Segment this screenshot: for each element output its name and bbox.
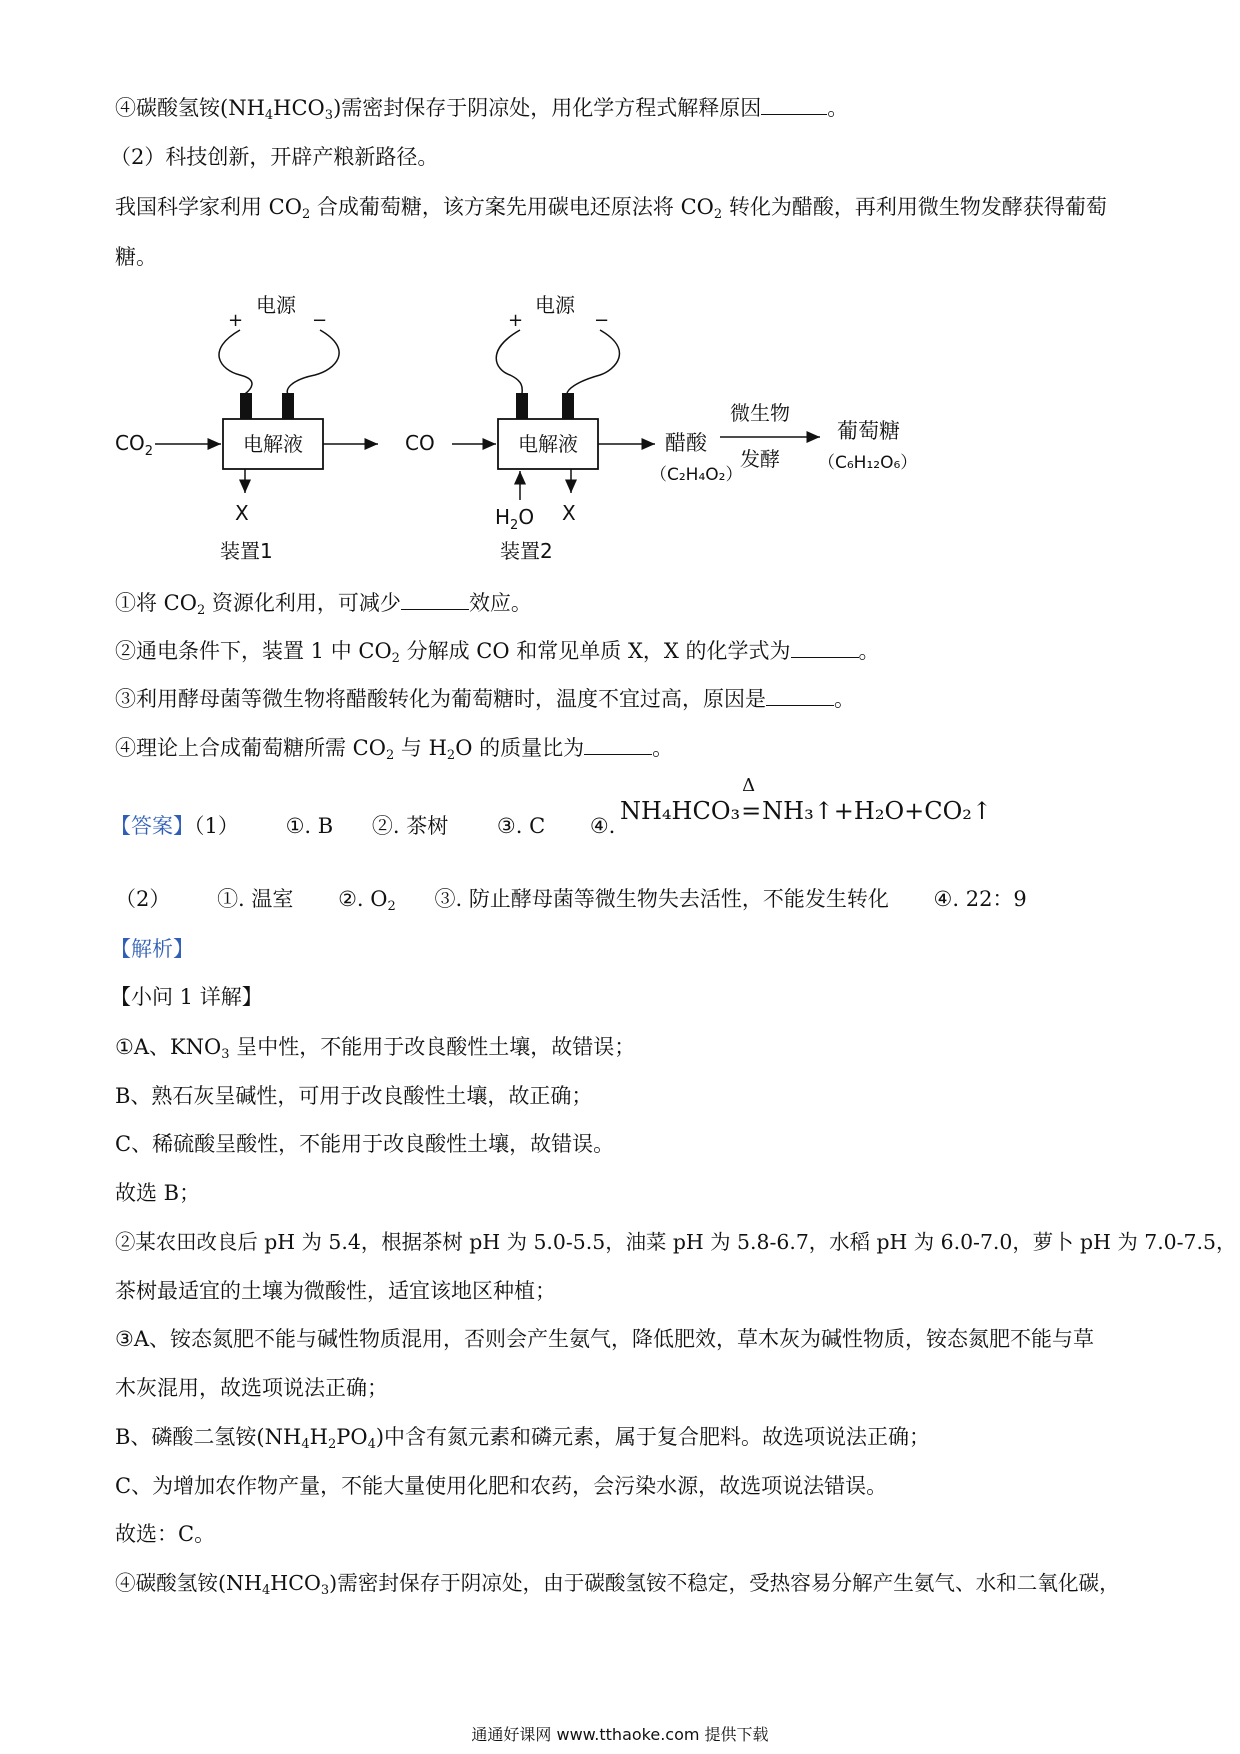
power-label-1: 电源 — [256, 293, 296, 317]
wire-minus-1 — [287, 330, 339, 394]
electrolyte-label-2: 电解液 — [518, 432, 578, 456]
fermentation-label: 发酵 — [740, 447, 780, 471]
analysis-line: C、稀硫酸呈酸性，不能用于改良酸性土壤，故错误。 — [115, 1132, 615, 1156]
question-2-intro: 我国科学家利用 $CO_2$ 合成葡萄糖，该方案先用碳电还原法将 $CO_2$ 转化为醋酸，再利用微生物发酵获得葡萄 — [115, 195, 1107, 222]
page-footer: 通通好课网 www.tthaoke.com 提供下载 — [471, 1725, 769, 1744]
analysis-line: B、磷酸二氢铵$(NH_4H_2PO_4)$中含有氮元素和磷元素，属于复合肥料。故选项说法正确； — [115, 1425, 931, 1452]
decomposition-equation: NH₄HCO₃ Δ =NH₃↑+H₂O+CO₂↑ — [620, 775, 993, 825]
electrode-2a — [516, 393, 528, 419]
question-2-item-4: ④理论上合成葡萄糖所需 $CO_2$ 与 $H_2O$ 的质量比为 。 — [115, 736, 674, 763]
analysis-line: ③A、铵态氮肥不能与碱性物质混用，否则会产生氨气，降低肥效，草木灰为碱性物质，铵态氮肥不能与草 — [115, 1327, 1094, 1351]
analysis-line: ①A、$KNO_3$ 呈中性，不能用于改良酸性土壤，故错误； — [115, 1035, 636, 1062]
analysis-line: B、熟石灰呈碱性，可用于改良酸性土壤，故正确； — [115, 1084, 593, 1108]
device-2-label: 装置2 — [500, 539, 553, 563]
wire-plus-2 — [496, 330, 522, 394]
answer-blank — [401, 589, 469, 610]
answer-blank — [791, 637, 859, 658]
question-2-item-3: ③利用酵母菌等微生物将醋酸转化为葡萄糖时，温度不宜过高，原因是 。 — [115, 687, 855, 711]
plus-sign-2: + — [508, 310, 524, 331]
co-label: CO — [405, 431, 435, 455]
analysis-line: C、为增加农作物产量，不能大量使用化肥和农药，会污染水源，故选项说法错误。 — [115, 1474, 888, 1498]
glucose-label: 葡萄糖 — [837, 419, 900, 443]
x-label-2: X — [562, 501, 576, 525]
x-label-1: X — [235, 501, 249, 525]
answer-line-1: 【答案】（1） ①. B ②. 茶树 ③. C ④. — [110, 814, 616, 838]
question-2-heading: （2）科技创新，开辟产粮新路径。 — [110, 145, 439, 169]
analysis-line: 木灰混用，故选项说法正确； — [115, 1376, 388, 1400]
answer-blank — [584, 734, 652, 755]
analysis-line: 茶树最适宜的土壤为微酸性，适宜该地区种植； — [115, 1279, 556, 1303]
question-2-item-1: ①将 $CO_2$ 资源化利用，可减少 效应。 — [115, 591, 532, 618]
acetic-acid-label: 醋酸 — [665, 431, 707, 455]
wire-minus-2 — [567, 330, 619, 394]
analysis-sub-heading: 【小问 1 详解】 — [110, 985, 263, 1009]
power-label-2: 电源 — [535, 293, 575, 317]
question-1-item-4: ④碳酸氢铵$(NH_4HCO_3)$需密封保存于阴凉处，用化学方程式解释原因 。 — [115, 96, 849, 123]
wire-plus-1 — [219, 330, 252, 394]
co2-label: $CO_2$ — [115, 431, 153, 459]
question-2-item-2: ②通电条件下，装置 1 中 $CO_2$ 分解成 CO 和常见单质 X，X 的化学式为 。 — [115, 639, 880, 666]
answer-label: 【答案】 — [110, 814, 194, 838]
process-diagram — [110, 290, 1010, 580]
analysis-line: ④碳酸氢铵$(NH_4HCO_3)$需密封保存于阴凉处，由于碳酸氢铵不稳定，受热容易分解产生氨气、水和二氧化碳， — [115, 1571, 1120, 1598]
acetic-acid-formula: （C₂H₄O₂） — [650, 465, 743, 485]
device-1-label: 装置1 — [220, 539, 273, 563]
minus-sign-2: − — [594, 310, 610, 331]
answer-o2: ②. $O_2$ — [338, 887, 396, 914]
glucose-formula: （C₆H₁₂O₆） — [818, 453, 918, 473]
electrode-1a — [240, 393, 252, 419]
answer-blank — [766, 685, 834, 706]
plus-sign-1: + — [228, 310, 244, 331]
analysis-label: 【解析】 — [110, 937, 194, 961]
analysis-line: 故选：C。 — [115, 1522, 216, 1546]
question-2-intro-cont: 糖。 — [115, 245, 157, 269]
minus-sign-1: − — [312, 310, 328, 331]
h2o-label: $H_2O$ — [495, 505, 535, 533]
analysis-line: ②某农田改良后 pH 为 5.4，根据茶树 pH 为 5.0-5.5，油菜 pH 为 5.8-6.7，水稻 pH 为 6.0-7.0，萝卜 pH 为 7.0-7.5， — [115, 1230, 1237, 1254]
answer-line-2: （2） ①. 温室 ②. $O_2$ ③. 防止酵母菌等微生物失去活性，不能发生转化 ④. 22：9 — [115, 887, 1027, 914]
electrolyte-label-1: 电解液 — [243, 432, 303, 456]
microbe-label: 微生物 — [730, 401, 790, 425]
heat-symbol: Δ — [742, 775, 756, 796]
answer-blank — [761, 94, 827, 115]
analysis-line: 故选 B； — [115, 1181, 201, 1205]
electrode-2b — [562, 393, 574, 419]
electrode-1b — [282, 393, 294, 419]
